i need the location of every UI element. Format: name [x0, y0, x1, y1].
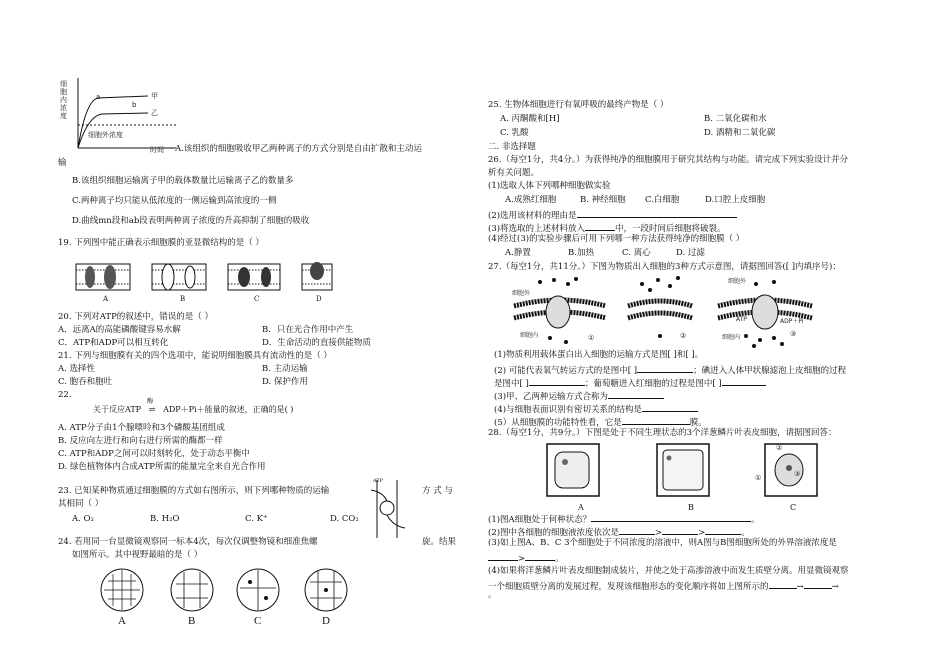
q24-stem: 24. 若用同一台显微镜观察同一标本4次，每次仅调整物镜和细准焦螺 — [58, 537, 318, 547]
q25-option-c: C. 乳酸 — [500, 128, 529, 138]
fig27-inside-label-3: 细胞内 — [722, 334, 741, 341]
q28-s1-period: 。 — [751, 515, 760, 525]
fig19-label-a: A — [103, 295, 109, 303]
q26-s4-option-d: D. 过滤 — [676, 248, 705, 258]
reaction-arrow: 酶 ⇌ — [147, 398, 156, 414]
q27-stem: 27.（每空1分，共11分。）下图为物质出入细胞的3种方式示意图，请据图回答([ ]内填序号)： — [488, 262, 841, 272]
field-d — [305, 569, 347, 611]
q28-s2-gt1: > — [655, 528, 663, 538]
fig27-inside-label: 细胞内 — [520, 332, 539, 339]
q27-s2-part2: ；碘进入人体甲状腺滤泡上皮细胞的过程 — [693, 366, 847, 376]
microscope-fields-svg — [100, 568, 370, 614]
q21-option-b: B. 主动运输 — [262, 364, 308, 374]
q27-s3-text: (3)甲、乙两种运输方式合称为 — [494, 392, 609, 402]
q20-option-c: C．ATP和ADP可以相互转化 — [58, 338, 169, 348]
q28-s1-blank[interactable] — [591, 512, 751, 522]
q28-s4: (4)如果将洋葱鳞片叶表皮细胞制成装片，并使之处于高渗溶液中而发生质壁分离。用显微镜观察 — [488, 566, 849, 576]
q27-s5-post: 膜。 — [689, 418, 707, 428]
q27-s1: (1)物质利用载体蛋白出入细胞的运输方式是图[ ]和[ ]。 — [494, 350, 704, 360]
yi-label: 乙 — [151, 109, 158, 117]
q21-stem: 21. 下列与细胞膜有关的四个选项中，能说明细胞膜具有流动性的是（ ） — [58, 351, 332, 361]
q22-option-c: C. ATP和ADP之间可以时刻转化，处于动态平衡中 — [58, 449, 250, 459]
q28-s2-blank3[interactable] — [705, 525, 741, 535]
field-a — [101, 569, 143, 611]
membrane-figure-a — [76, 264, 130, 290]
q26-s3-pre: (3)将选取的上述材料放入 — [488, 224, 586, 234]
q27-s4-text: (4)与细胞表面识别有密切关系的结构是 — [494, 405, 643, 415]
q22-option-b: B. 反应向左进行和向右进行所需的酶都一样 — [58, 436, 223, 446]
graph-xlabel: 细胞外浓度 — [88, 131, 123, 139]
fig19-label-d: D — [316, 295, 322, 303]
q21-option-d: D. 保护作用 — [262, 377, 308, 387]
fig27-mark-3: ③ — [790, 330, 797, 338]
reaction-right: ADP＋Pi＋能量的叙述，正确的是( ) — [163, 405, 294, 414]
q23-stem-end: 其相同（ ） — [58, 499, 104, 509]
q24-stem-cont: 旋。结果 — [422, 537, 457, 547]
q28-s4-blank2[interactable] — [804, 579, 832, 589]
q26-s1-option-c: C.白细胞 — [645, 195, 680, 205]
q26-s3-post: 中，一段时间后细胞将破裂。 — [615, 224, 726, 234]
jia-label: 甲 — [151, 92, 158, 100]
onion-cells-svg — [545, 440, 825, 500]
q28-s2-period: 。 — [741, 528, 750, 538]
reaction-left: 关于反应ATP — [93, 405, 142, 414]
q26-s2-text: (2)选用该材料的理由是 — [488, 211, 577, 221]
q22-option-a: A. ATP分子由1个腺嘌呤和3个磷酸基团组成 — [58, 423, 225, 433]
q27-s2-part4: ；葡萄糖进入红细胞的过程是图中[ ] — [584, 379, 722, 389]
q22-option-d: D. 绿色植物体内合成ATP所需的能量完全来自光合作用 — [58, 462, 266, 472]
membrane-figure-d — [302, 262, 332, 290]
q26-s4-option-a: A.静置 — [505, 248, 531, 258]
q27-figure-svg — [510, 276, 830, 356]
q21-option-c: C. 胞吞和胞吐 — [58, 377, 113, 387]
q20-stem: 20. 下列对ATP的叙述中，错误的是（ ） — [58, 312, 213, 322]
q28-s1-text: (1)图A细胞处于何种状态？ — [488, 515, 592, 525]
field-c — [237, 569, 279, 611]
q18-option-a-cont: 输 — [58, 158, 67, 168]
onion-cell-b — [657, 444, 709, 496]
field-label-b: B — [188, 615, 196, 627]
q27-s2-part1: (2) 可能代表氧气转运方式的是图中[ ] — [494, 366, 638, 376]
q18-option-b: B.该组织细胞运输离子甲的载体数量比运输离子乙的数量多 — [72, 176, 294, 186]
q28-s4-cont — [488, 579, 839, 593]
q27-s4-blank[interactable] — [642, 402, 698, 412]
curve-a-label: a — [96, 93, 101, 101]
graph-time-label: 时间 — [150, 146, 164, 154]
q26-s4-option-b: B.加热 — [568, 248, 594, 258]
fig19-label-b: B — [180, 295, 186, 303]
q23-stem-cont: 方 式 与 — [422, 486, 453, 496]
q28-s2-blank2[interactable] — [662, 525, 698, 535]
q28-s4-arrow1: → — [796, 582, 804, 592]
section-heading: 二. 非选择题 — [488, 142, 536, 152]
graph-ylabel: 细胞内浓度 — [60, 80, 67, 120]
q28-s2-blank1[interactable] — [619, 525, 655, 535]
membrane-figure-svg — [72, 256, 332, 304]
q27-s2-blank2[interactable] — [529, 376, 585, 386]
fig27-adp-label: ADP＋Pi — [780, 318, 804, 325]
q28-s4-text: 一个细胞质壁分离的发展过程，发现该细胞形态的变化顺序将如上图所示的 — [488, 582, 769, 592]
fig19-label-c: C — [254, 295, 260, 303]
q26-s1: (1)选取人体下列哪种细胞做实验 — [488, 181, 611, 191]
fig27-atp-label: ATP — [736, 316, 747, 323]
fig28-label-a: A — [578, 503, 584, 512]
q20-option-a: A．远离A的高能磷酸键容易水解 — [58, 325, 181, 335]
q28-s3-period: 。 — [555, 554, 564, 564]
field-label-c: C — [254, 615, 262, 627]
q28-stem: 28.（每空1分，共9分。）下图是处于不同生理状态的3个洋葱鳞片叶表皮细胞，请据图回答： — [488, 428, 837, 438]
q28-s3-blank2[interactable] — [525, 551, 555, 561]
q28-s3: (3)如上图A、B、C 3个细胞处于不同浓度的溶液中，则A图与B图细胞所处的外界溶液浓度是 — [488, 538, 837, 548]
q27-s5-blank[interactable] — [622, 415, 690, 425]
q26-s3-blank[interactable] — [585, 221, 615, 231]
q18-option-a: A.该组织的细胞吸收甲乙两种离子的方式分别是自由扩散和主动运 — [175, 144, 422, 154]
field-label-d: D — [322, 615, 330, 627]
q27-s2-blank3[interactable] — [722, 376, 766, 386]
fig27-outside-label: 细胞外 — [512, 290, 531, 297]
q25-option-d: D. 酒精和二氧化碳 — [704, 128, 776, 138]
q25-option-a: A. 丙酮酸和[H] — [500, 114, 560, 124]
curve-b-label: b — [132, 101, 137, 109]
q23-figure-svg — [367, 480, 409, 540]
membrane-figure-b — [152, 264, 206, 290]
q23-option-d: D. CO₂ — [330, 514, 359, 524]
field-b — [171, 569, 213, 611]
q23-option-b: B. H₂O — [150, 514, 180, 524]
q27-s5-text: (5）从细胞膜的功能特性看，它是 — [494, 418, 622, 428]
fig28-mark-3: ③ — [794, 470, 801, 478]
q21-option-a: A. 选择性 — [58, 364, 96, 374]
q19-stem: 19. 下列图中能正确表示细胞膜的亚显微结构的是（ ） — [58, 238, 264, 248]
membrane-figure-c — [228, 264, 280, 290]
fig28-label-c: C — [790, 503, 797, 512]
q28-s3-blank1[interactable] — [488, 551, 518, 561]
fig27-mark-2: ② — [680, 332, 687, 340]
q26-stem-cont: 析有关问题。 — [488, 168, 540, 178]
q28-end-dot: 。 — [488, 590, 497, 600]
q28-s2-text: (2)图中各细胞的细胞液浓度依次是 — [488, 528, 620, 538]
field-label-a: A — [118, 615, 126, 627]
q20-option-d: D．生命活动的直接供能物质 — [262, 338, 371, 348]
q18-option-c: C.两种离子均只能从低浓度的一侧运输到高浓度的一侧 — [72, 196, 277, 206]
q23-atp-label: ATP — [373, 478, 384, 484]
q28-s2-gt2: > — [698, 528, 706, 538]
transport-fig-2 — [628, 276, 692, 338]
enzyme-label: 酶 — [147, 398, 154, 405]
q27-s3-blank[interactable] — [608, 389, 664, 399]
fig28-label-b: B — [688, 503, 694, 512]
q27-s2-part3: 是图中[ ] — [494, 379, 529, 389]
q26-s4-option-c: C. 离心 — [622, 248, 651, 258]
q20-option-b: B．只在光合作用中产生 — [262, 325, 354, 335]
onion-cell-c — [765, 444, 817, 496]
q26-stem: 26.（每空1分，共4分。）为获得纯净的细胞膜用于研究其结构与功能。请完成下列实验设计并分 — [488, 155, 849, 165]
q26-s1-option-b: B. 神经细胞 — [580, 195, 626, 205]
onion-cell-a — [547, 444, 599, 496]
q26-s4: (4)经过(3)的实验步骤后可用下列哪一种方法获得纯净的细胞膜（ ） — [488, 234, 745, 244]
q26-s1-option-a: A.成熟红细胞 — [505, 195, 557, 205]
q28-s4-arrow2: → — [831, 582, 839, 592]
fig27-outside-label-3: 细胞外 — [728, 278, 747, 285]
q28-s3-gt: > — [518, 554, 526, 564]
q22-number: 22. — [58, 390, 72, 400]
fig28-mark-2: ② — [776, 444, 783, 452]
q24-stem-end: 如图所示。其中视野最暗的是（ ） — [72, 550, 203, 560]
q23-option-a: A. O₂ — [72, 514, 94, 524]
q23-stem: 23. 已知某种物质通过细胞膜的方式如右图所示，则下列哪种物质的运输 — [58, 486, 330, 496]
q23-option-c: C. K⁺ — [245, 514, 268, 524]
q25-option-b: B. 二氧化碳和水 — [704, 114, 767, 124]
q26-s2-blank[interactable] — [577, 208, 737, 218]
q22-reaction — [93, 398, 294, 416]
q26-s1-option-d: D.口腔上皮细胞 — [705, 195, 766, 205]
q18-option-d: D.曲线mn段和ab段表明两种离子浓度的升高抑制了细胞的吸收 — [72, 216, 310, 226]
q25-stem: 25. 生物体细胞进行有氧呼吸的最终产物是（ ） — [488, 100, 669, 110]
fig28-mark-1: ① — [755, 474, 762, 482]
q28-s4-blank1[interactable] — [769, 579, 797, 589]
fig27-mark-1: ① — [588, 334, 595, 342]
q27-s2-blank1[interactable] — [637, 363, 693, 373]
q28-s3-cont — [488, 551, 564, 565]
